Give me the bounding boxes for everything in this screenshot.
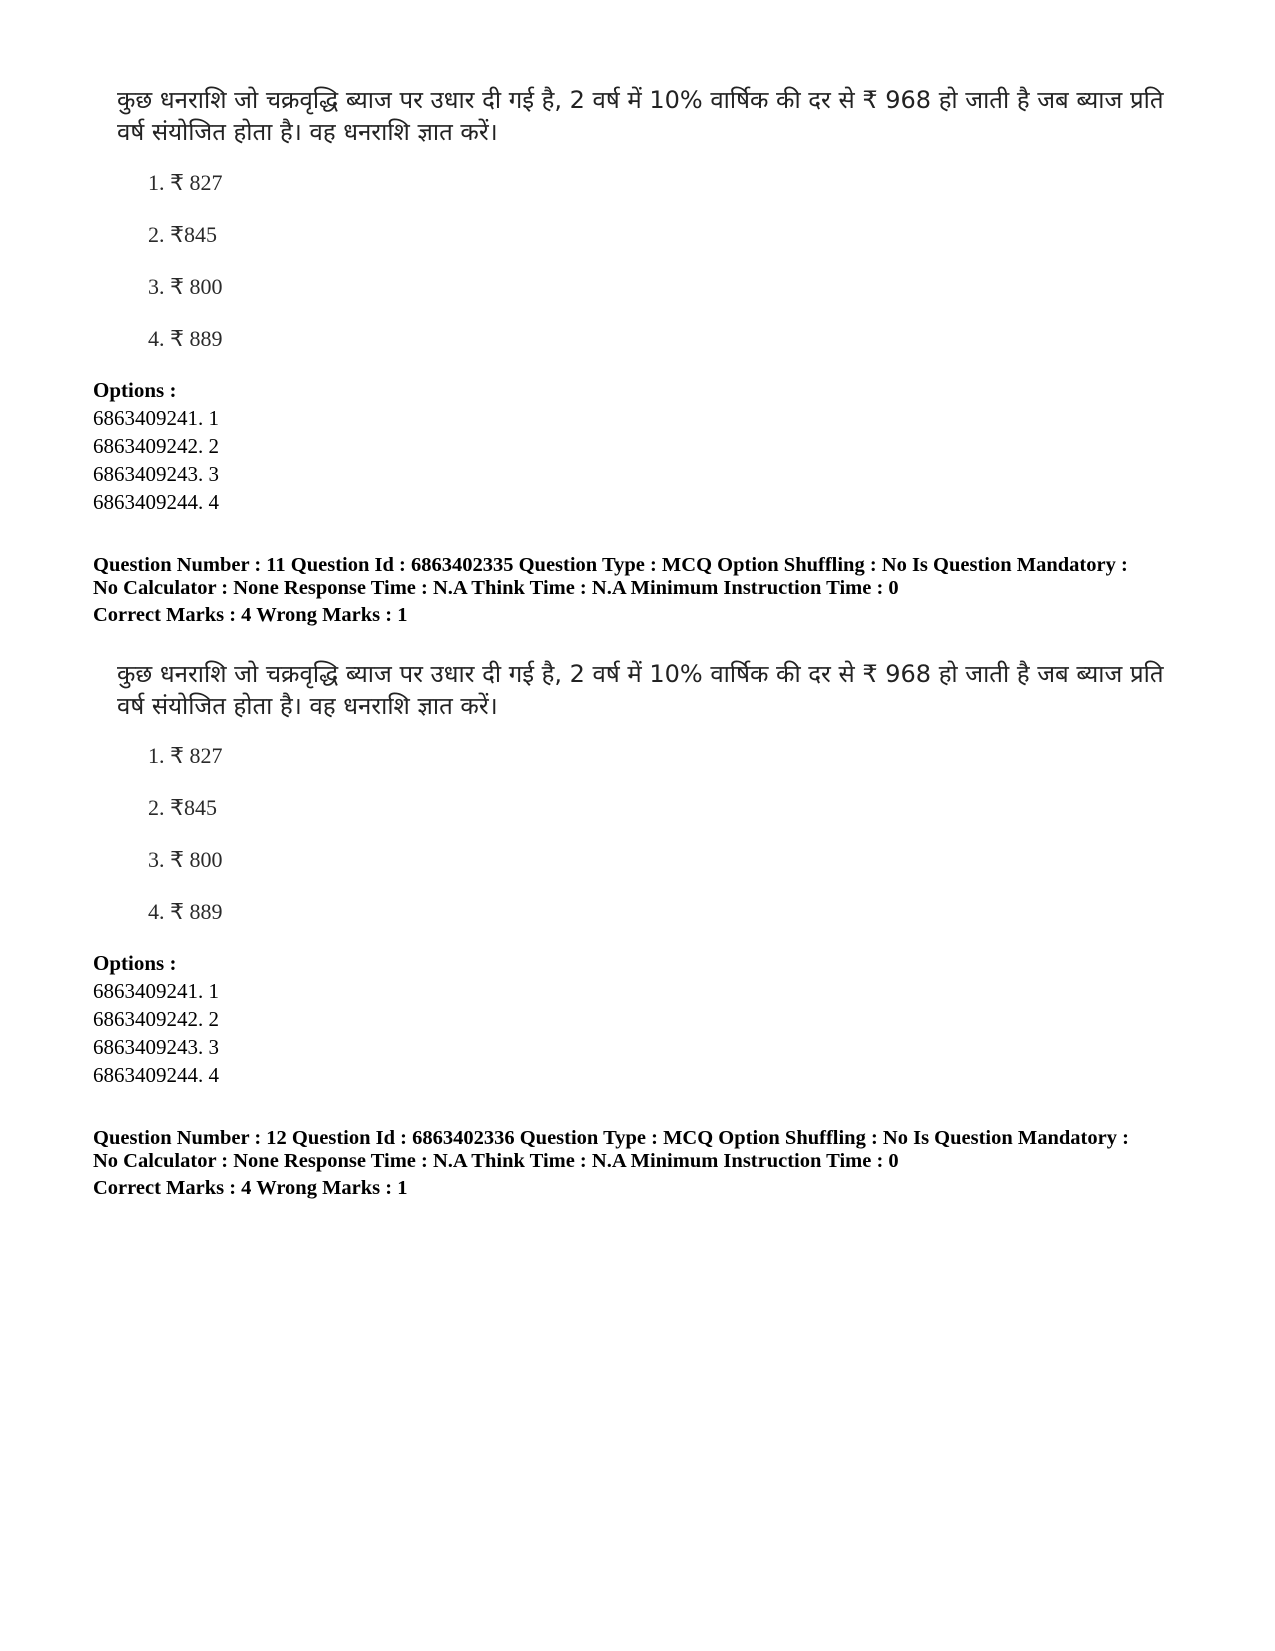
question-marks: Correct Marks : 4 Wrong Marks : 1: [93, 1177, 408, 1199]
question-marks: Correct Marks : 4 Wrong Marks : 1: [93, 604, 408, 626]
question-meta-line: No Calculator : None Response Time : N.A Think Time : N.A Minimum Instruction Time : 0: [93, 577, 899, 599]
question-meta-line: Question Number : 12 Question Id : 6863402336 Question Type : MCQ Option Shuffling : No Is Question Mandatory :: [93, 1127, 1129, 1149]
answer-choice: 3. ₹ 800: [148, 847, 223, 872]
option-id: 6863409243. 3: [93, 1035, 219, 1059]
option-id: 6863409242. 2: [93, 434, 219, 458]
option-id: 6863409242. 2: [93, 1007, 219, 1031]
option-id: 6863409244. 4: [93, 490, 219, 514]
option-id: 6863409241. 1: [93, 979, 219, 1003]
question-meta-line: No Calculator : None Response Time : N.A Think Time : N.A Minimum Instruction Time : 0: [93, 1150, 899, 1172]
answer-choice: 1. ₹ 827: [148, 743, 223, 768]
option-id: 6863409241. 1: [93, 406, 219, 430]
options-label: Options :: [93, 951, 177, 975]
answer-choice: 4. ₹ 889: [148, 326, 223, 351]
question-meta-line: Question Number : 11 Question Id : 6863402335 Question Type : MCQ Option Shuffling : No Is Question Mandatory :: [93, 554, 1128, 576]
options-label: Options :: [93, 378, 177, 402]
answer-choice: 4. ₹ 889: [148, 899, 223, 924]
answer-choice: 3. ₹ 800: [148, 274, 223, 299]
question-text: कुछ धनराशि जो चक्रवृद्धि ब्याज पर उधार दी गई है, 2 वर्ष में 10% वार्षिक की दर से ₹ 968 हो जाती है जब ब्याज प्रति वर्ष संयोजित होता है। वह धनराशि ज्ञात करें।: [117, 86, 1164, 146]
option-id: 6863409243. 3: [93, 462, 219, 486]
question-text: कुछ धनराशि जो चक्रवृद्धि ब्याज पर उधार दी गई है, 2 वर्ष में 10% वार्षिक की दर से ₹ 968 हो जाती है जब ब्याज प्रति वर्ष संयोजित होता है। वह धनराशि ज्ञात करें।: [117, 660, 1164, 720]
answer-choice: 2. ₹845: [148, 795, 217, 820]
answer-choice: 2. ₹845: [148, 222, 217, 247]
answer-choice: 1. ₹ 827: [148, 170, 223, 195]
option-id: 6863409244. 4: [93, 1063, 219, 1087]
